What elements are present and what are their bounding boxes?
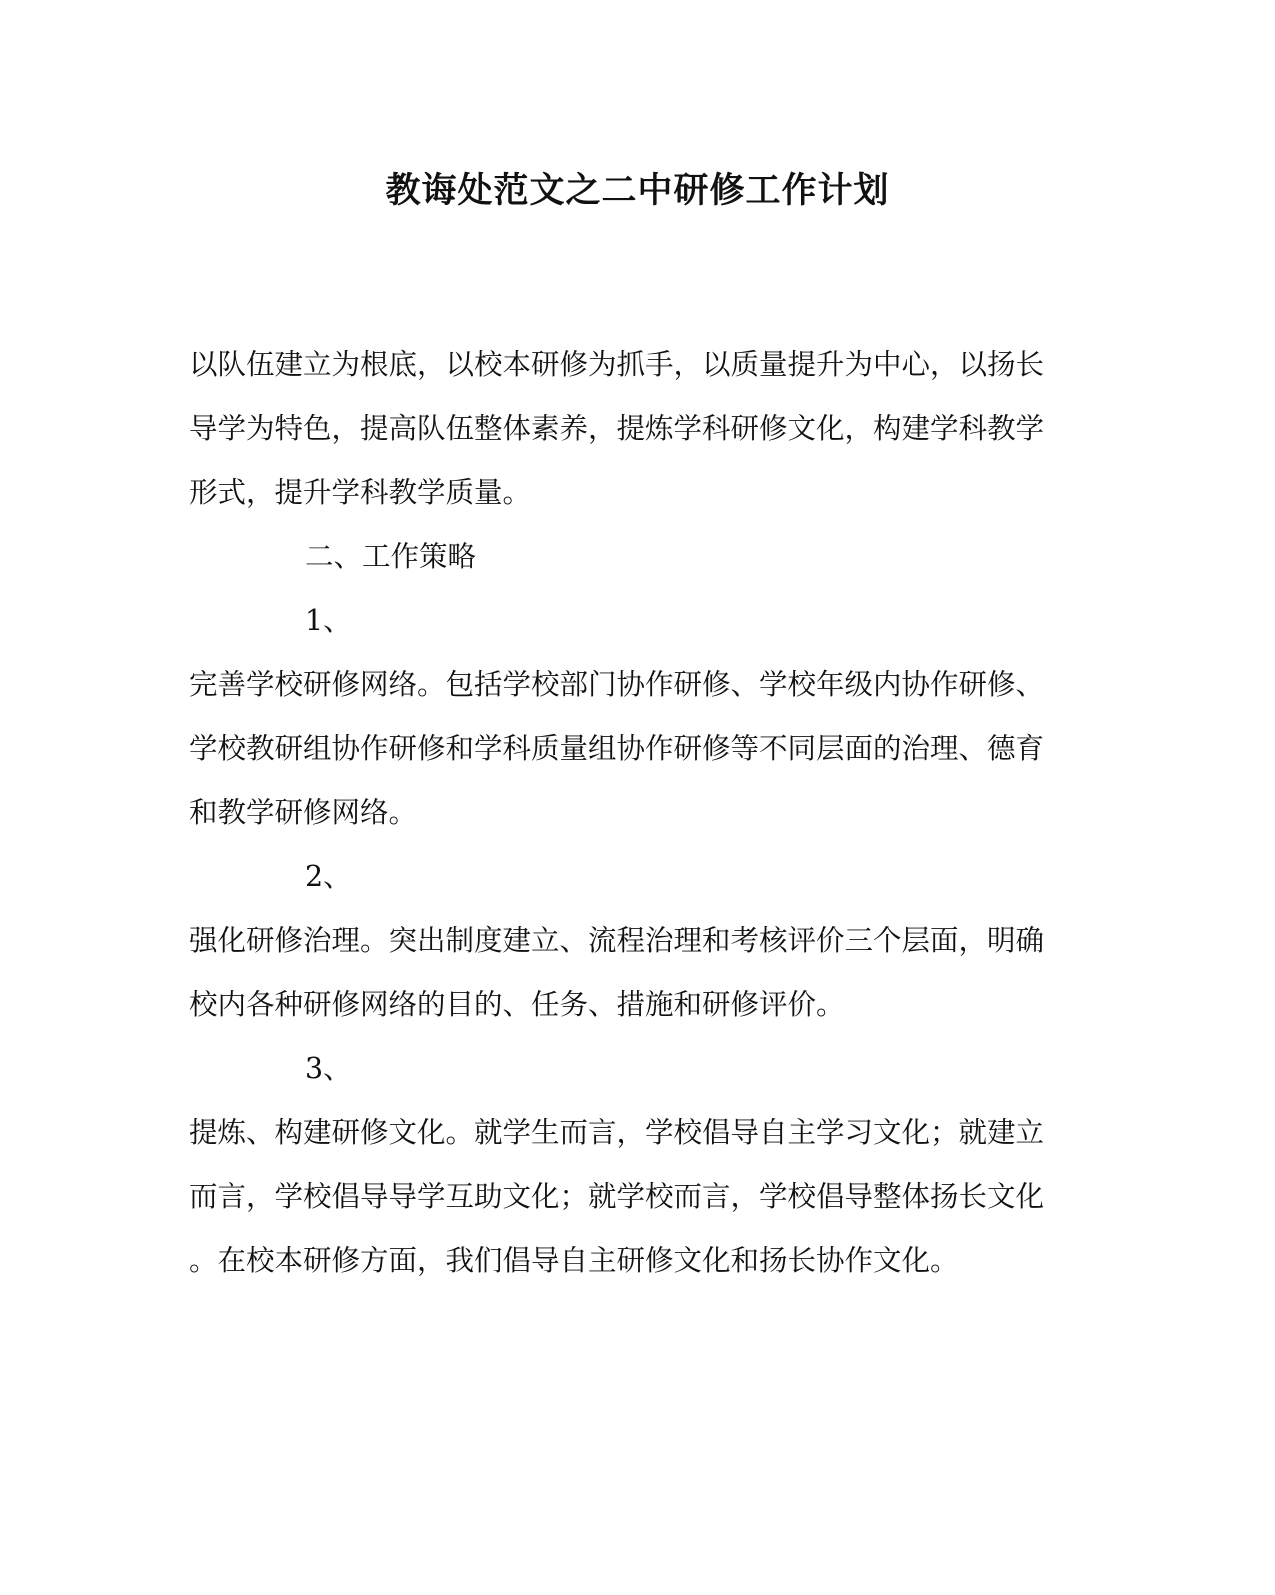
list-number: 1、	[305, 604, 352, 637]
paragraph-line: 学校教研组协作研修和学科质量组协作研修等不同层面的治理、德育	[189, 732, 1045, 765]
paragraph-line: 形式，提升学科教学质量。	[189, 476, 532, 509]
paragraph-line: 。在校本研修方面，我们倡导自主研修文化和扬长协作文化。	[189, 1244, 959, 1277]
section-heading: 二、工作策略	[305, 540, 477, 573]
paragraph-line: 提炼、构建研修文化。就学生而言，学校倡导自主学习文化；就建立	[189, 1116, 1045, 1149]
list-number: 2、	[305, 860, 352, 893]
document-title: 教诲处范文之二中研修工作计划	[385, 170, 890, 211]
paragraph-line: 和教学研修网络。	[189, 796, 418, 829]
paragraph-line: 校内各种研修网络的目的、任务、措施和研修评价。	[189, 988, 845, 1021]
paragraph-line: 强化研修治理。突出制度建立、流程治理和考核评价三个层面，明确	[189, 924, 1045, 957]
list-number: 3、	[305, 1052, 352, 1085]
paragraph-line: 导学为特色，提高队伍整体素养，提炼学科研修文化，构建学科教学	[189, 412, 1045, 445]
paragraph-line: 完善学校研修网络。包括学校部门协作研修、学校年级内协作研修、	[189, 668, 1045, 701]
paragraph-line: 而言，学校倡导导学互助文化；就学校而言，学校倡导整体扬长文化	[189, 1180, 1045, 1213]
paragraph-line: 以队伍建立为根底，以校本研修为抓手，以质量提升为中心，以扬长	[189, 348, 1045, 381]
